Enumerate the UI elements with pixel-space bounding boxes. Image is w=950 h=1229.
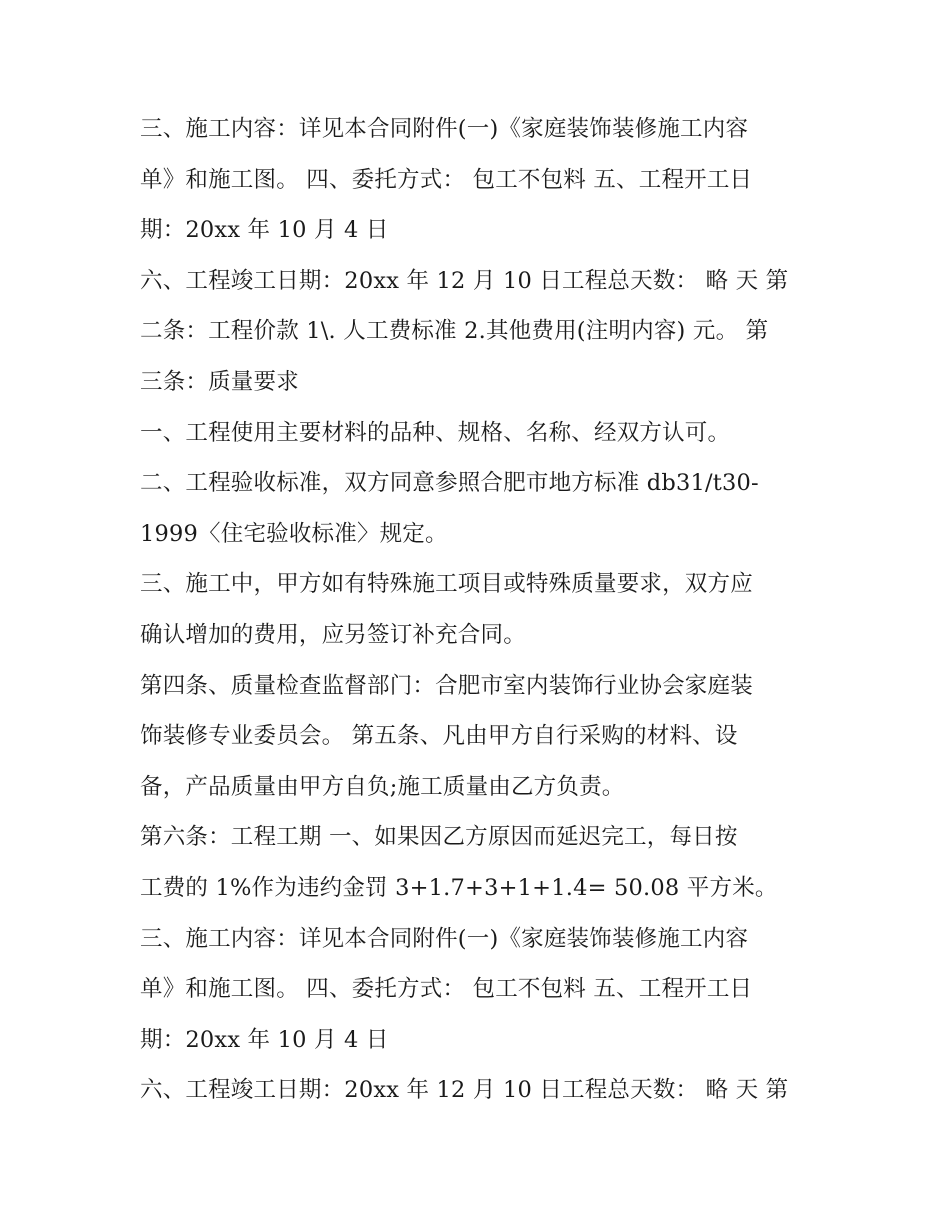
text-line: 第六条：工程工期 一、如果因乙方原因而延迟完工，每日按 [140,824,738,851]
document-page [140,104,820,1116]
text-line: 1999〈住宅验收标准〉规定。 [140,520,448,547]
text-line: 三、施工中，甲方如有特殊施工项目或特殊质量要求，双方应 [140,571,753,598]
text-line: 确认增加的费用，应另签订补充合同。 [140,621,526,648]
text-line: 三条：质量要求 [140,368,299,395]
text-line: 单》和施工图。 四、委托方式： 包工不包料 五、工程开工日 [140,166,753,193]
text-line: 六、工程竣工日期：20xx 年 12 月 10 日工程总天数： 略 天 第 [140,267,789,294]
text-line: 三、施工内容：详见本合同附件(一)《家庭装饰装修施工内容 [140,116,749,142]
text-line: 期：20xx 年 10 月 4 日 [140,217,389,244]
text-line: 期：20xx 年 10 月 4 日 [140,1026,389,1053]
text-line: 第四条、质量检查监督部门：合肥市室内装饰行业协会家庭装 [140,672,753,699]
text-line: 饰装修专业委员会。 第五条、凡由甲方自行采购的材料、设 [140,723,738,750]
text-line: 工费的 1%作为违约金罚 3+1.7+3+1+1.4= 50.08 平方米。 [140,874,778,901]
text-line: 一、工程使用主要材料的品种、规格、名称、经双方认可。 [140,419,731,446]
text-line: 备，产品质量由甲方自负;施工质量由乙方负责。 [140,773,625,800]
text-line: 三、施工内容：详见本合同附件(一)《家庭装饰装修施工内容 [140,925,749,952]
text-line: 二、工程验收标准，双方同意参照合肥市地方标准 db31/t30- [140,470,759,497]
text-line: 六、工程竣工日期：20xx 年 12 月 10 日工程总天数： 略 天 第 [140,1077,789,1104]
text-line: 二条：工程价款 1\. 人工费标准 2.其他费用(注明内容) 元。 第 [140,318,769,345]
text-line: 单》和施工图。 四、委托方式： 包工不包料 五、工程开工日 [140,976,753,1003]
